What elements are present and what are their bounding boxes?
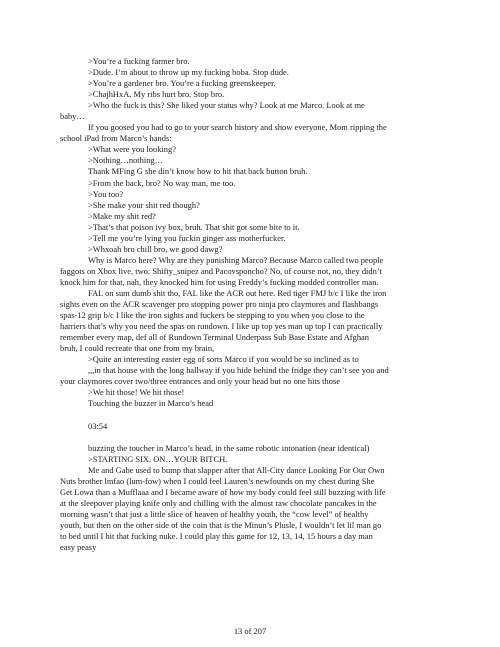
blank-line — [88, 432, 440, 443]
text-line: FAL on sum dumb shit tho, FAL like the ACR out here. Red tiger FMJ b/c I like the iron — [88, 287, 387, 298]
text-line: >ChajhHxA. My ribs hurt bro. Stop bro. — [88, 89, 225, 100]
text-line: Get Lowa than a Mufflaaa and I became aware of how my body could feel still buzzing with life — [60, 486, 386, 497]
text-line: to bed until I hit that fucking nuke. I could play this game for 12, 13, 14, 15 hours a day man — [60, 530, 373, 541]
text-line: Nuts brother lmfao (lum-fow) when I could feel Lauren’s newfounds on my chest during She — [60, 475, 375, 486]
text-line: >We hit those! We hit those! — [88, 387, 185, 398]
text-line: >Who the fuck is this? She liked your status why? Look at me Marco. Look at me — [88, 100, 365, 111]
text-line: easy peasy — [60, 541, 97, 552]
text-line: sights even on the ACR scavenger pro stopping power pro ninja pro claymores and flashbangs — [60, 299, 379, 310]
text-line: >What were you looking? — [88, 144, 176, 155]
text-line: morning wasn’t that just a little slice of heaven of healthy youth, the “cow level” of healthy — [60, 508, 369, 519]
text-line: >Dude. I’m about to throw up my fucking boba. Stop dude. — [88, 67, 289, 78]
text-line: ,,,in that house with the long hallway if you hide behind the fridge they can’t see you and — [88, 365, 389, 376]
text-line: >From the back, bro? No way man, me too. — [88, 177, 236, 188]
text-line: knock him for that, nah, they knocked him for using Freddy’s fucking modded controller man. — [60, 276, 379, 287]
text-line: 03:54 — [88, 420, 108, 431]
text-line: at the sleepover playing knife only and chilling with the almost raw chocolate pancakes in the — [60, 497, 377, 508]
text-line: >Make my shit red? — [88, 210, 156, 221]
text-line: >Tell me you’re lying you fuckin ginger ass motherfucker. — [88, 232, 286, 243]
text-line: >She make your shit red though? — [88, 199, 200, 210]
text-line: baby… — [60, 111, 85, 122]
blank-line — [88, 410, 440, 421]
text-line: >That’s that poison ivy box, bruh. That shit got some bite to it. — [88, 221, 300, 232]
text-line: youth, but then on the other side of the coin that is the Minun’s Plusle, I wouldn’t let lil man go — [60, 519, 382, 530]
text-line: Touching the buzzer in Marco’s head — [88, 398, 214, 409]
text-line: buzzing the toucher in Marco’s head, in the same robotic intonation (near identical) — [88, 442, 370, 453]
text-line: >STARTING SIX. ON…YOUR BITCH. — [88, 453, 228, 464]
page-number: 13 of 207 — [233, 626, 267, 636]
text-line: >Nothing…nothing… — [88, 155, 164, 166]
text-line: remember every map, def all of Rundown Terminal Underpass Sub Base Estate and Afghan — [60, 332, 370, 343]
text-line: faggots on Xbox live, two: Shifty_snipez and Pacovsponcho? No, of course not, no, they didn’t — [60, 265, 382, 276]
text-line: harriers that’s why you need the spas on rundown. I like up top yes man up top I can practically — [60, 321, 383, 332]
text-line: >You’re a fucking farmer bro. — [88, 56, 190, 66]
text-line: school iPad from Marco’s hands: — [60, 133, 172, 144]
text-line: bruh, I could recreate that one from my brain, — [60, 343, 215, 354]
text-line: Thank MFing G she din’t know how to hit that back button bruh. — [88, 166, 308, 177]
text-line: >Quite an interesting easter egg of sorts Marco if you would be so inclined as to — [88, 354, 359, 365]
text-line: >Whxoah bro chill bro, we good dawg? — [88, 243, 223, 254]
text-line: If you goosed you had to go to your search history and show everyone, Mom ripping the — [88, 122, 387, 133]
text-line: spas-12 grip b/c I like the iron sights and fuckers be stepping to you when you close to the — [60, 310, 365, 321]
text-line: >You’re a gardener bro. You’re a fucking greenskeeper. — [88, 78, 276, 89]
body-text — [60, 56, 440, 553]
text-line: your claymores cover two/three entrances and only your head but no one hits those — [60, 376, 340, 387]
text-line: Why is Marco here? Why are they punishing Marco? Because Marco called two people — [88, 254, 384, 265]
text-line: Me and Gabe used to bump that slapper after that All-City dance Looking For Our Own — [88, 464, 385, 475]
text-line: >You too? — [88, 188, 124, 199]
